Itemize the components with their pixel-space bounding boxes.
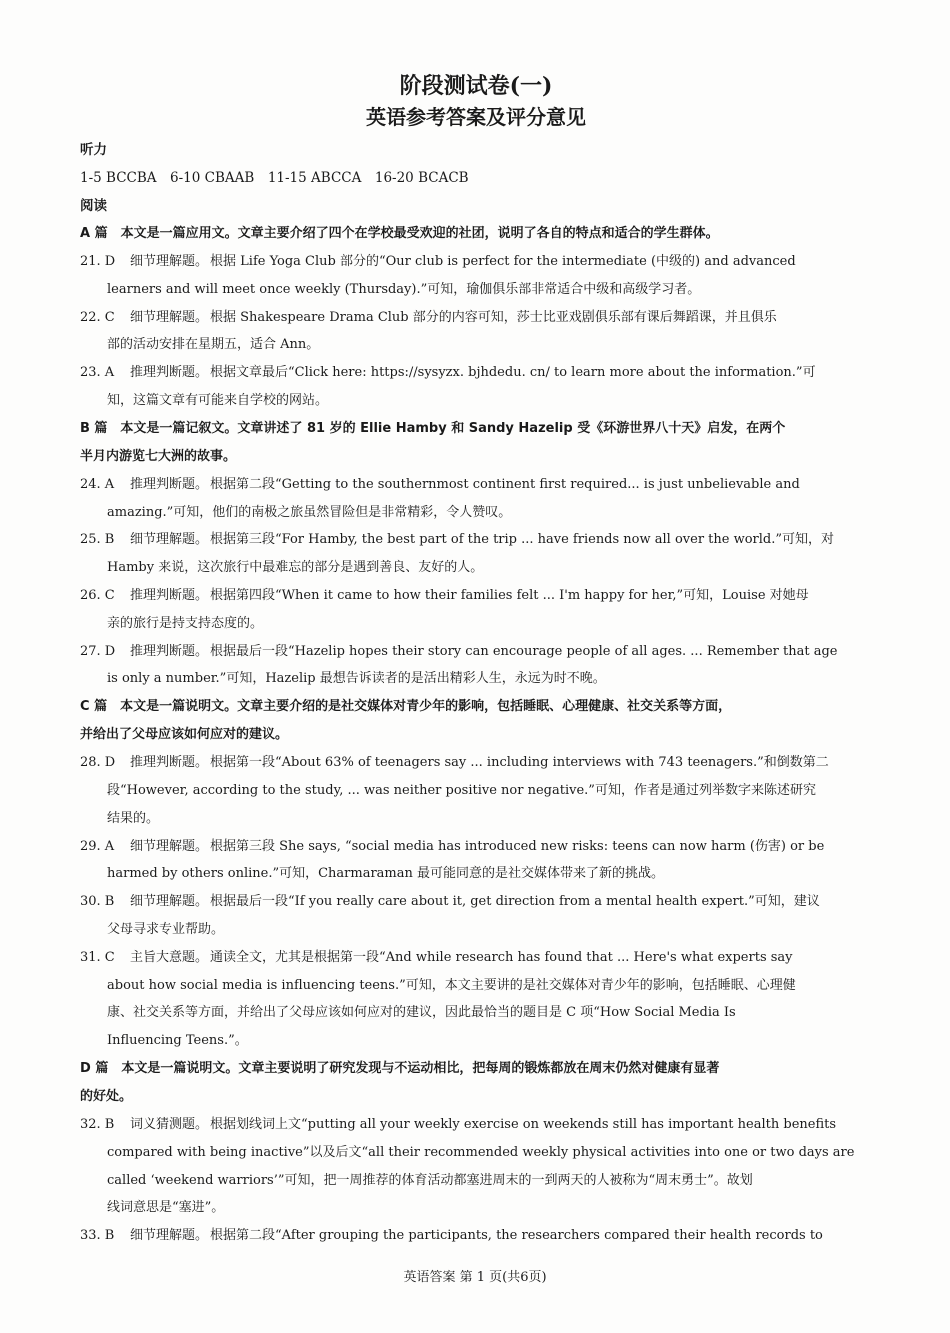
passage — [80, 220, 872, 415]
answer-number: 32. B — [80, 1116, 115, 1132]
answer-item — [80, 638, 872, 694]
answer-first-line — [80, 833, 872, 861]
passage-intro: C 篇 本文是一篇说明文。文章主要介绍的是社交媒体对青少年的影响，包括睡眠、心理健康、社交关系等方面， — [80, 699, 732, 715]
question-type: 细节理解题。 — [130, 254, 209, 269]
passage-intro: A 篇 本文是一篇应用文。文章主要介绍了四个在学校最受欢迎的社团，说明了各自的特点和适合的学生群体。 — [80, 226, 719, 241]
question-type: 推理判断题。 — [130, 365, 209, 381]
answer-item — [80, 582, 872, 638]
explanation-text: 根据最后一段“If you really care about it, get direction from a mental health expert.”可知，建议 — [210, 894, 820, 910]
passage-intro: 半月内游览七大洲的故事。 — [80, 448, 237, 464]
question-type: 细节理解题。 — [130, 532, 209, 548]
answer-first-line — [80, 888, 872, 916]
answer-sheet-page — [80, 70, 872, 1250]
answer-number: 22. C — [80, 309, 115, 325]
passage-intro: 并给出了父母应该如何应对的建议。 — [80, 727, 289, 743]
answer-number: 28. D — [80, 755, 116, 771]
reading-section — [80, 220, 872, 1250]
question-type: 主旨大意题。 — [130, 949, 209, 965]
explanation-text: about how social media is influencing teens.”可知，本文主要讲的是社交媒体对青少年的影响，包括睡眠、心理健 — [107, 977, 796, 993]
question-type: 细节理解题。 — [130, 309, 209, 325]
question-type: 细节理解题。 — [130, 1228, 209, 1244]
explanation-text: 根据第三段 She says, “social media has introduced new risks: teens can now harm (伤害) or be — [210, 838, 825, 854]
answer-item — [80, 471, 872, 527]
explanation-text: 线词意思是“塞进”。 — [107, 1200, 225, 1216]
answer-item — [80, 304, 872, 360]
explanation-text: 知，这篇文章有可能来自学校的网站。 — [107, 392, 329, 408]
question-type: 细节理解题。 — [130, 838, 209, 854]
explanation-text: 根据第二段“After grouping the participants, the researchers compared their health records to — [210, 1228, 823, 1244]
listening-answers: 1-5 BCCBA 6-10 CBAAB 11-15 ABCCA 16-20 BCACB — [80, 170, 469, 186]
passage-intro: 的好处。 — [80, 1088, 133, 1104]
answer-number: 25. B — [80, 532, 115, 548]
explanation-text: compared with being inactive”以及后文“all their recommended weekly physical activities into one or two days are — [107, 1144, 855, 1160]
explanation-text: Influencing Teens.”。 — [107, 1033, 248, 1049]
explanation-text: amazing.”可知，他们的南极之旅虽然冒险但是非常精彩，令人赞叹。 — [107, 504, 512, 520]
answer-number: 33. B — [80, 1228, 115, 1244]
answer-first-line — [80, 638, 872, 666]
explanation-text: 根据划线词上文“putting all your weekly exercise on weekends still has important health benefits — [210, 1116, 837, 1132]
answer-number: 29. A — [80, 838, 115, 854]
explanation-text: 结果的。 — [107, 810, 160, 826]
answer-number: 26. C — [80, 587, 115, 603]
explanation-text: 根据第二段“Getting to the southernmost continent first required... is just unbelievable and — [210, 476, 800, 492]
answer-first-line — [80, 526, 872, 554]
explanation-text: 康、社交关系等方面，并给出了父母应该如何应对的建议，因此最恰当的题目是 C 项“How Social Media Is — [107, 1005, 736, 1021]
page-subtitle: 英语参考答案及评分意见 — [366, 105, 586, 129]
answer-first-line — [80, 471, 872, 499]
answer-first-line — [80, 582, 872, 610]
explanation-text: 父母寻求专业帮助。 — [107, 921, 225, 937]
answer-item — [80, 359, 872, 415]
passage — [80, 693, 872, 1055]
explanation-text: 部的活动安排在星期五，适合 Ann。 — [107, 337, 320, 353]
answer-first-line — [80, 749, 872, 777]
page-title: 阶段测试卷(一) — [399, 73, 553, 99]
answer-first-line — [80, 248, 872, 276]
question-type: 推理判断题。 — [130, 755, 209, 771]
explanation-text: 根据文章最后“Click here: https://sysyzx. bjhdedu. cn/ to learn more about the information.”可 — [210, 365, 816, 381]
answer-first-line — [80, 359, 872, 387]
explanation-text: 根据第三段“For Hamby, the best part of the trip ... have friends now all over the world.”可知，对 — [210, 532, 835, 548]
question-type: 推理判断题。 — [130, 643, 209, 659]
passage-intro: B 篇 本文是一篇记叙文。文章讲述了 81 岁的 Ellie Hamby 和 Sandy Hazelip 受《环游世界八十天》启发，在两个 — [80, 420, 786, 436]
answer-number: 24. A — [80, 476, 115, 492]
explanation-text: 根据 Life Yoga Club 部分的“Our club is perfect for the intermediate (中级的) and advanced — [210, 254, 796, 269]
passage-intro: D 篇 本文是一篇说明文。文章主要说明了研究发现与不运动相比，把每周的锻炼都放在周末仍然对健康有显著 — [80, 1060, 720, 1076]
answer-item — [80, 944, 872, 1055]
explanation-text: Hamby 来说，这次旅行中最难忘的部分是遇到善良、友好的人。 — [107, 560, 484, 576]
answer-first-line — [80, 1111, 872, 1139]
passage — [80, 415, 872, 693]
explanation-text: harmed by others online.”可知，Charmaraman 最可能同意的是社交媒体带来了新的挑战。 — [107, 866, 665, 882]
answer-item — [80, 1111, 872, 1222]
explanation-text: 亲的旅行是持支持态度的。 — [107, 615, 264, 631]
answer-item — [80, 833, 872, 889]
answer-first-line — [80, 1222, 872, 1250]
listening-heading: 听力 — [80, 142, 107, 158]
answer-first-line — [80, 944, 872, 972]
answer-number: 23. A — [80, 365, 115, 381]
question-type: 细节理解题。 — [130, 894, 209, 910]
answer-item — [80, 526, 872, 582]
answer-item — [80, 749, 872, 832]
explanation-text: 根据最后一段“Hazelip hopes their story can encourage people of all ages. ... Remember that age — [210, 643, 838, 659]
explanation-text: is only a number.”可知，Hazelip 最想告诉读者的是活出精彩人生，永远为时不晚。 — [107, 671, 606, 687]
answer-number: 31. C — [80, 949, 115, 965]
page-footer: 英语答案 第 1 页(共6页) — [403, 1270, 547, 1285]
answer-number: 21. D — [80, 254, 116, 269]
explanation-text: 段“However, according to the study, ... was neither positive nor negative.”可知，作者是通过列举数字来陈述研究 — [107, 782, 816, 798]
answer-number: 27. D — [80, 643, 116, 659]
explanation-text: 根据第四段“When it came to how their families felt ... I'm happy for her,”可知，Louise 对她母 — [210, 587, 809, 603]
answer-first-line — [80, 304, 872, 332]
answer-number: 30. B — [80, 894, 115, 910]
question-type: 推理判断题。 — [130, 476, 209, 492]
question-type: 推理判断题。 — [130, 587, 209, 603]
explanation-text: called ‘weekend warriors’”可知，把一周推荐的体育活动都塞进周末的一到两天的人被称为“周末勇士”。故划 — [107, 1172, 753, 1188]
reading-heading: 阅读 — [80, 198, 107, 214]
explanation-text: 根据 Shakespeare Drama Club 部分的内容可知，莎士比亚戏剧俱乐部有课后舞蹈课，并且俱乐 — [210, 309, 777, 325]
passage — [80, 1055, 872, 1250]
explanation-text: learners and will meet once weekly (Thursday).”可知，瑜伽俱乐部非常适合中级和高级学习者。 — [107, 281, 701, 297]
answer-item — [80, 248, 872, 304]
question-type: 词义猜测题。 — [130, 1116, 209, 1132]
answer-item — [80, 1222, 872, 1250]
explanation-text: 根据第一段“About 63% of teenagers say ... including interviews with 743 teenagers.”和倒数第二 — [210, 755, 829, 771]
explanation-text: 通读全文，尤其是根据第一段“And while research has found that ... Here's what experts say — [210, 949, 793, 965]
answer-item — [80, 888, 872, 944]
